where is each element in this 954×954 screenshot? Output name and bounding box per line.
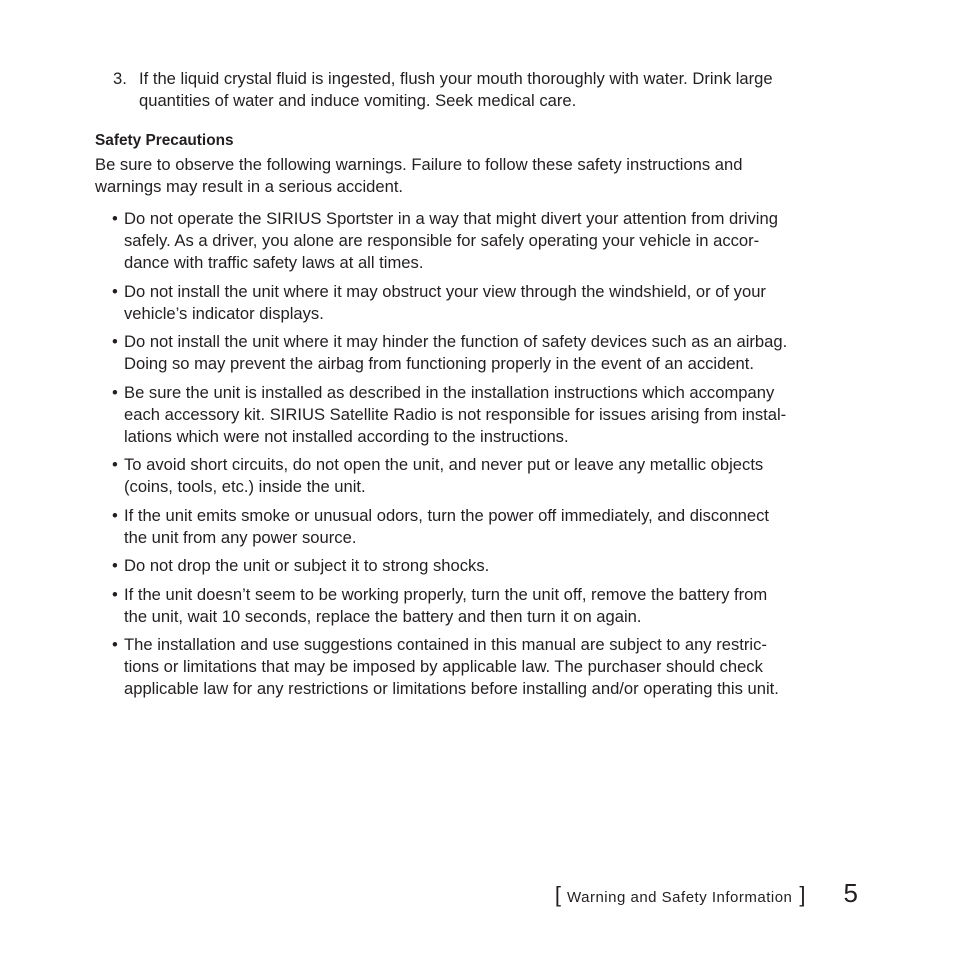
list-item-line: To avoid short circuits, do not open the unit, and never put or leave any metallic objects <box>124 455 764 474</box>
list-item-line: vehicle’s indicator displays. <box>124 303 324 323</box>
bullet-marker: • <box>112 382 118 402</box>
list-item-line: If the unit doesn’t seem to be working properly, turn the unit off, remove the battery from <box>124 584 768 604</box>
bullet-marker: • <box>112 209 118 228</box>
list-item-line: Do not drop the unit or subject it to strong shocks. <box>124 556 490 575</box>
footer-section-title: Warning and Safety Information <box>567 889 793 906</box>
bullet-marker: • <box>112 505 118 525</box>
bullet-marker: • <box>112 332 118 351</box>
list-item <box>112 454 882 498</box>
list-item <box>112 331 882 375</box>
numbered-item-3 <box>113 68 873 112</box>
list-item-line: applicable law for any restrictions or limitations before installing and/or operating this unit. <box>124 679 779 698</box>
list-item-line: The installation and use suggestions contained in this manual are subject to any restric- <box>124 635 767 654</box>
bullet-marker: • <box>112 281 118 301</box>
safety-warnings-list <box>112 208 882 707</box>
page-number: 5 <box>843 878 858 908</box>
intro-line: Be sure to observe the following warnings. Failure to follow these safety instructions and <box>95 155 743 174</box>
section-intro <box>95 154 885 198</box>
list-item-line: Do not install the unit where it may hinder the function of safety devices such as an airbag. <box>124 332 788 351</box>
list-item-line: the unit, wait 10 seconds, replace the battery and then turn it on again. <box>124 606 642 626</box>
list-item-line: Be sure the unit is installed as described in the installation instructions which accompany <box>124 382 775 402</box>
page-footer <box>555 878 858 909</box>
intro-line: warnings may result in a serious accident. <box>95 177 404 196</box>
list-item <box>112 555 882 577</box>
bracket-close: ] <box>799 882 806 907</box>
bullet-marker: • <box>112 584 118 604</box>
list-item-line: the unit from any power source. <box>124 527 357 547</box>
list-item-line: safely. As a driver, you alone are responsible for safely operating your vehicle in accor- <box>124 231 760 250</box>
list-item <box>112 208 882 274</box>
bullet-marker: • <box>112 455 118 474</box>
list-item-line: (coins, tools, etc.) inside the unit. <box>124 477 366 496</box>
item-line: If the liquid crystal fluid is ingested, flush your mouth thoroughly with water. Drink large <box>139 69 773 88</box>
bullet-marker: • <box>112 635 118 654</box>
list-item <box>112 634 882 700</box>
list-item <box>112 584 882 628</box>
list-item-line: If the unit emits smoke or unusual odors, turn the power off immediately, and disconnect <box>124 505 770 525</box>
list-item <box>112 281 882 325</box>
list-item <box>112 382 882 448</box>
list-item-line: dance with traffic safety laws at all times. <box>124 253 424 272</box>
list-item-line: Do not operate the SIRIUS Sportster in a way that might divert your attention from driving <box>124 209 778 228</box>
bullet-marker: • <box>112 556 118 575</box>
list-item-line: lations which were not installed according to the instructions. <box>124 426 569 446</box>
list-item-line: Doing so may prevent the airbag from functioning properly in the event of an accident. <box>124 354 755 373</box>
section-heading: Safety Precautions <box>95 132 234 149</box>
list-item <box>112 505 882 549</box>
list-item-line: tions or limitations that may be imposed by applicable law. The purchaser should check <box>124 657 763 676</box>
bracket-open: [ <box>554 882 562 907</box>
list-item-line: each accessory kit. SIRIUS Satellite Radio is not responsible for issues arising from instal- <box>124 404 787 424</box>
list-item-line: Do not install the unit where it may obstruct your view through the windshield, or of your <box>124 281 766 301</box>
item-line: quantities of water and induce vomiting. Seek medical care. <box>139 91 577 110</box>
item-number: 3. <box>113 69 127 88</box>
